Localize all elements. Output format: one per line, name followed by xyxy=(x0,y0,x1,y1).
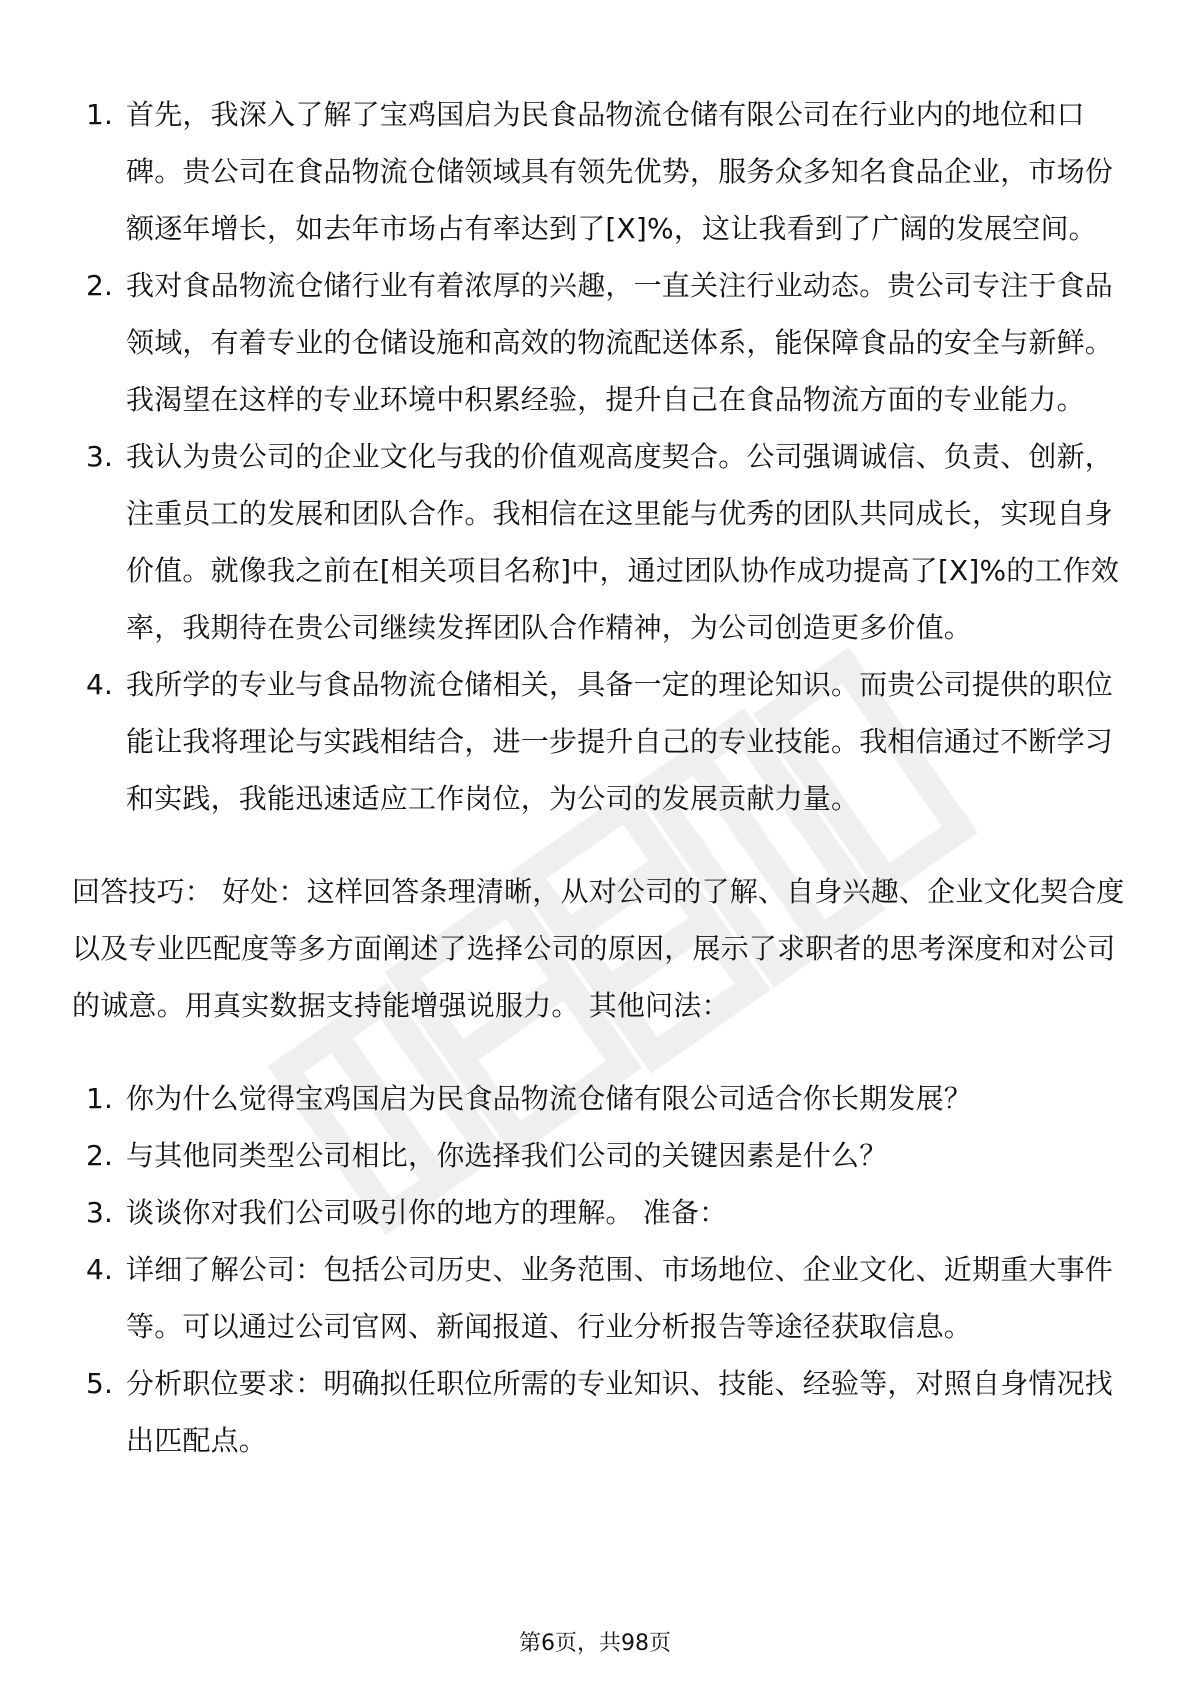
list-number: 2. xyxy=(86,269,114,302)
list-text: 与其他同类型公司相比，你选择我们公司的关键因素是什么？ xyxy=(126,1139,888,1172)
list-number: 5. xyxy=(86,1367,114,1400)
list-item xyxy=(72,656,1132,827)
list-item xyxy=(72,1127,1132,1184)
list-number: 3. xyxy=(86,1196,114,1229)
answer-tips-paragraph: 回答技巧： 好处：这样回答条理清晰，从对公司的了解、自身兴趣、企业文化契合度以及专业匹配度等多方面阐述了选择公司的原因，展示了求职者的思考深度和对公司的诚意。用真实数据支持能增强说服力。 其他问法： xyxy=(72,875,1125,1022)
page-number: 第6页，共98页 xyxy=(519,1631,671,1656)
list-text: 我所学的专业与食品物流仓储相关，具备一定的理论知识。而贵公司提供的职位能让我将理论与实践相结合，进一步提升自己的专业技能。我相信通过不断学习和实践，我能迅速适应工作岗位，为公司的发展贡献力量。 xyxy=(126,668,1114,815)
list-item xyxy=(72,1070,1132,1127)
list-item xyxy=(72,428,1132,656)
list-item xyxy=(72,1355,1132,1469)
list-text: 分析职位要求：明确拟任职位所需的专业知识、技能、经验等，对照自身情况找出匹配点。 xyxy=(126,1367,1114,1457)
list-text: 首先，我深入了解了宝鸡国启为民食品物流仓储有限公司在行业内的地位和口碑。贵公司在食品物流仓储领域具有领先优势，服务众多知名食品企业，市场份额逐年增长，如去年市场占有率达到了[X]%，这让我看到了广阔的发展空间。 xyxy=(126,98,1114,245)
list-number: 1. xyxy=(86,1082,114,1115)
list-text: 详细了解公司：包括公司历史、业务范围、市场地位、企业文化、近期重大事件等。可以通过公司官网、新闻报道、行业分析报告等途径获取信息。 xyxy=(126,1253,1114,1343)
document-body xyxy=(72,86,1132,1469)
list-text: 你为什么觉得宝鸡国启为民食品物流仓储有限公司适合你长期发展？ xyxy=(126,1082,973,1115)
list-number: 1. xyxy=(86,98,114,131)
list-number: 4. xyxy=(86,1253,114,1286)
list-number: 4. xyxy=(86,668,114,701)
list-item xyxy=(72,1184,1132,1241)
list-item xyxy=(72,86,1132,257)
other-questions-list xyxy=(72,1070,1132,1469)
list-number: 3. xyxy=(86,440,114,473)
list-text: 我认为贵公司的企业文化与我的价值观高度契合。公司强调诚信、负责、创新，注重员工的发展和团队合作。我相信在这里能与优秀的团队共同成长，实现自身价值。就像我之前在[相关项目名称]中，通过团队协作成功提高了[X]%的工作效率，我期待在贵公司继续发挥团队合作精神，为公司创造更多价值。 xyxy=(126,440,1120,644)
list-number: 2. xyxy=(86,1139,114,1172)
list-item xyxy=(72,1241,1132,1355)
list-item xyxy=(72,257,1132,428)
list-text: 谈谈你对我们公司吸引你的地方的理解。 准备： xyxy=(126,1196,728,1229)
answer-list xyxy=(72,86,1132,827)
list-text: 我对食品物流仓储行业有着浓厚的兴趣，一直关注行业动态。贵公司专注于食品领域，有着专业的仓储设施和高效的物流配送体系，能保障食品的安全与新鲜。我渴望在这样的专业环境中积累经验，提升自己在食品物流方面的专业能力。 xyxy=(126,269,1114,416)
